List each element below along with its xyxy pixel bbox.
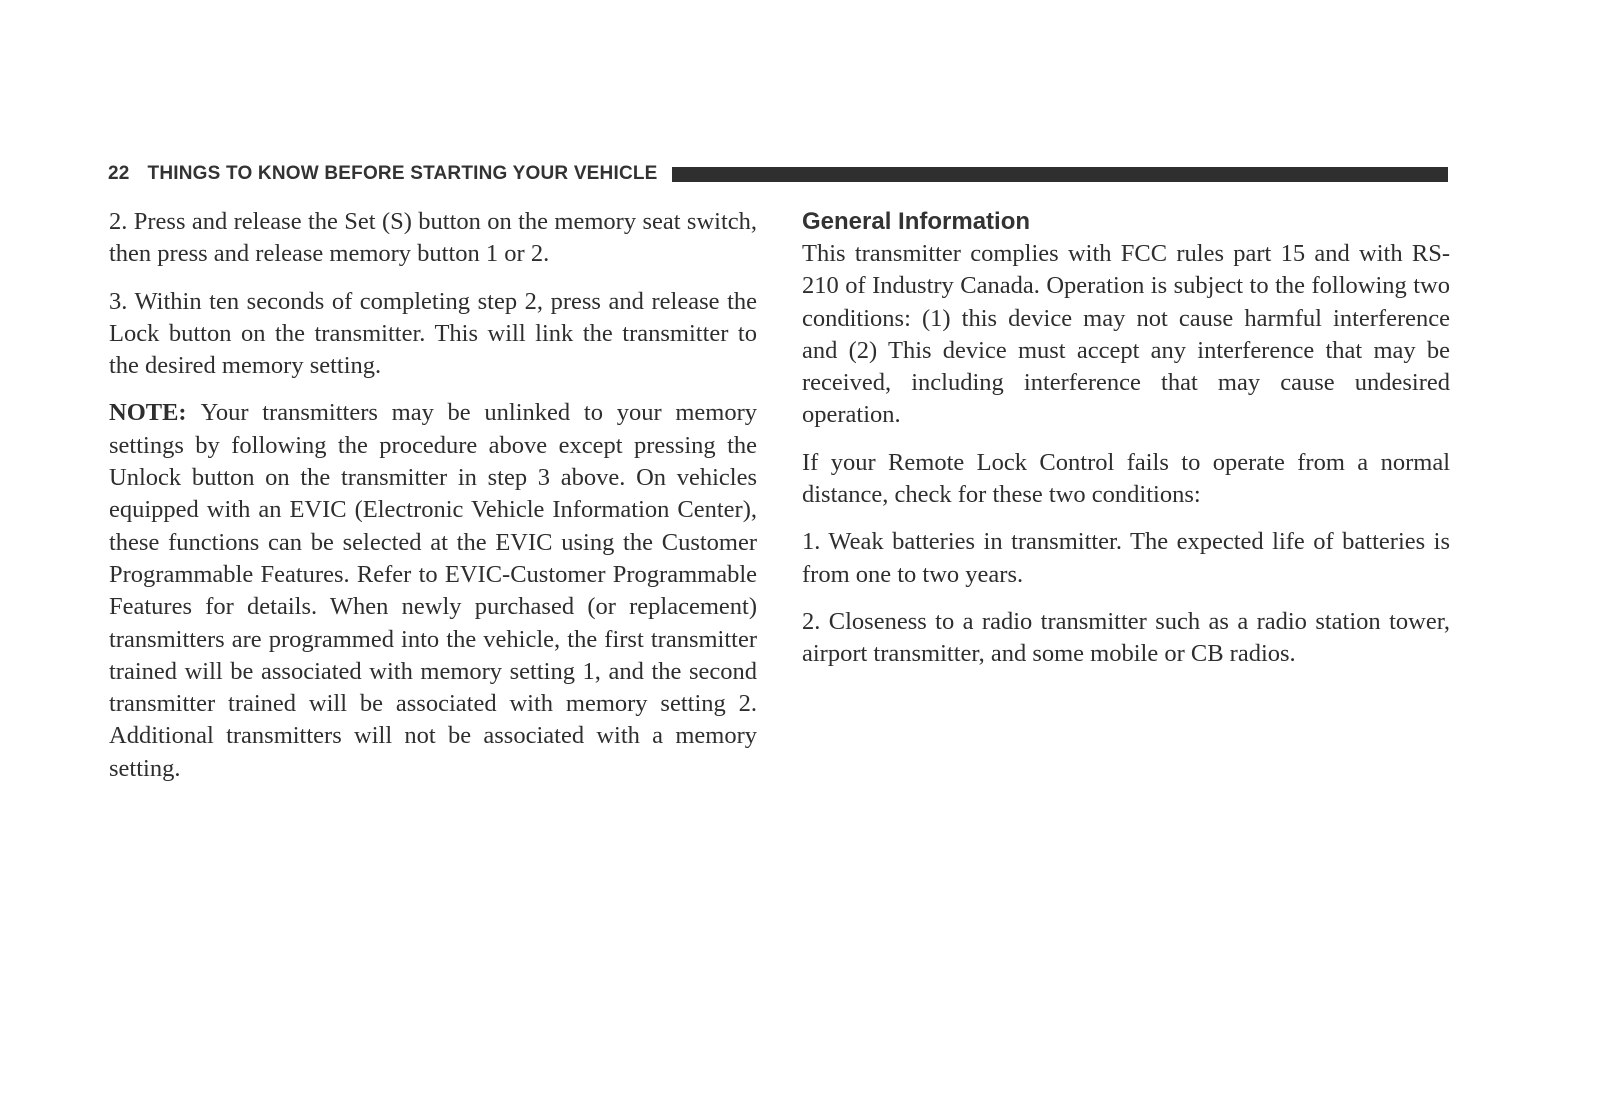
note-text: Your transmitters may be unlinked to your memory settings by following the procedure above except pressing the Unlock button on the transmitter in step 3 above. On vehicles equipped with an EVIC (Electronic Vehicle Information Center), these functions can be selected at the EVIC using the Customer Programmable Features. Refer to EVIC-Customer Programmable Features for details. When newly purchased (or replacement) transmitters are programmed into the vehicle, the first transmitter trained will be associated with memory setting 1, and the second transmitter trained will be associated with memory setting 2. Additional transmitters will not be associated with a memory setting.: [109, 399, 757, 782]
header-rule: [672, 167, 1448, 182]
left-column: [109, 206, 757, 800]
note-label: NOTE:: [109, 399, 187, 427]
fcc-paragraph: This transmitter complies with FCC rules part 15 and with RS-210 of Industry Canada. Operation is subject to the following two conditions: (1) this device may not cause harmful interference and (2) This device must accept any interference that may be received, including interference that may cause undesired operation.: [802, 240, 1450, 429]
page-number: 22: [108, 163, 130, 184]
condition-1-paragraph: 1. Weak batteries in transmitter. The expected life of batteries is from one to two years.: [802, 528, 1450, 588]
general-information-heading: General Information: [802, 208, 1031, 235]
step-3-paragraph: 3. Within ten seconds of completing step 2, press and release the Lock button on the transmitter. This will link the transmitter to the desired memory setting.: [109, 287, 757, 380]
right-column: [802, 206, 1450, 686]
note-paragraph: [109, 397, 757, 785]
remote-lock-paragraph: If your Remote Lock Control fails to operate from a normal distance, check for these two conditions:: [802, 448, 1450, 509]
condition-2-paragraph: 2. Closeness to a radio transmitter such as a radio station tower, airport transmitter, and some mobile or CB radios.: [802, 607, 1450, 668]
page-header: [108, 162, 1448, 186]
section-title: THINGS TO KNOW BEFORE STARTING YOUR VEHICLE: [147, 163, 658, 184]
step-2-paragraph: 2. Press and release the Set (S) button on the memory seat switch, then press and release memory button 1 or 2.: [109, 208, 757, 268]
